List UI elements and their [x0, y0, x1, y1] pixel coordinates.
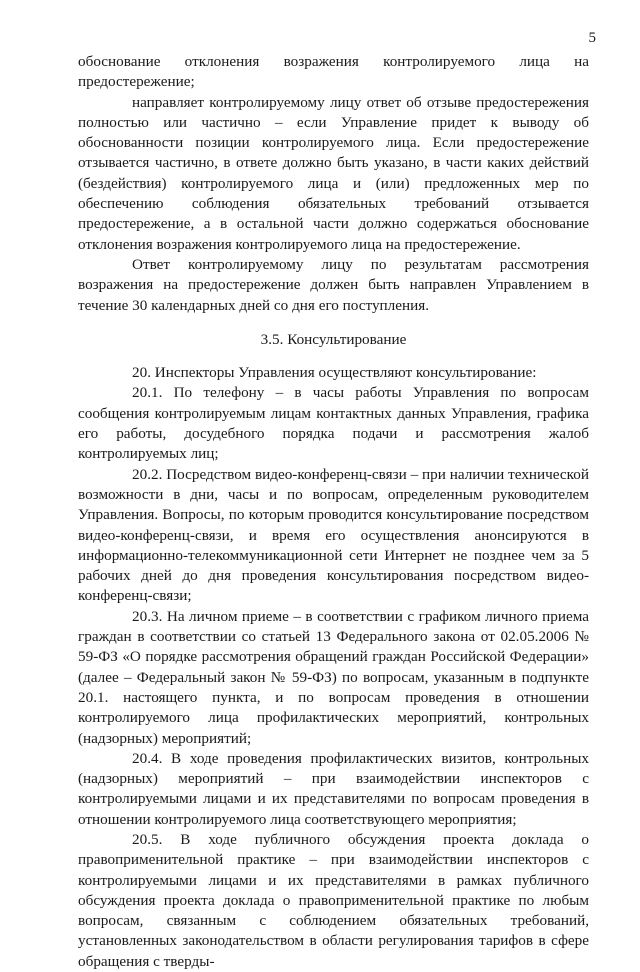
page-number: 5: [588, 30, 596, 46]
paragraph: 20.5. В ходе публичного обсуждения проекта доклада о правоприменительной практике – при взаимодействии инспекторов с контролируемыми лицами и их представителями в рамках публичного обсуждения проекта доклада о правоприменительной практике по любым вопросам, связанным с соблюдением обязательных требований, установленных законодательством в области регулирования тарифов в сфере обращения с тверды-: [78, 830, 589, 970]
document-body: [78, 52, 589, 972]
paragraph: 20.3. На личном приеме – в соответствии с графиком личного приема граждан в соответствии со статьей 13 Федерального закона от 02.05.2006 № 59-ФЗ «О порядке рассмотрения обращений граждан Российской Федерации» (далее – Федеральный закон № 59-ФЗ) по вопросам, указанным в подпункте 20.1. настоящего пункта, и по вопросам проведения в отношении контролируемого лица профилактических мероприятий, контрольных (надзорных) мероприятий;: [78, 607, 589, 747]
section-heading: 3.5. Консультирование: [260, 330, 407, 348]
paragraph: обоснование отклонения возражения контролируемого лица на предостережение;: [78, 53, 589, 91]
paragraph: 20.2. Посредством видео-конференц-связи – при наличии технической возможности в дни, часы и по вопросам, определенным руководителем Управления. Вопросы, по которым проводится консультирование посредством видео-конференц-связи, и время его осуществления анонсируются в информационно-телекоммуникационной сети Интернет не позднее чем за 5 рабочих дней до дня проведения консультирования посредством видео-конференц-связи;: [78, 465, 589, 605]
paragraph: Ответ контролируемому лицу по результатам рассмотрения возражения на предостережение должен быть направлен Управлением в течение 30 календарных дней со дня его поступления.: [78, 255, 589, 314]
paragraph: направляет контролируемому лицу ответ об отзыве предостережения полностью или частично – если Управление придет к выводу об обоснованности позиции контролируемого лица. Если предостережение отзывается частично, в ответе должно быть указано, в части каких действий (бездействия) контролируемого лица и (или) предложенных мер по обеспечению соблюдения обязательных требований отзывается предостережение, а в остальной части должно содержаться обоснование отклонения возражения контролируемого лица на предостережение.: [78, 93, 589, 253]
paragraph: 20.1. По телефону – в часы работы Управления по вопросам сообщения контролируемым лицам контактных данных Управления, графика его работы, досудебного порядка подачи и рассмотрения жалоб контролируемых лиц;: [78, 384, 589, 463]
paragraph: 20. Инспекторы Управления осуществляют консультирование:: [132, 364, 537, 382]
paragraph: 20.4. В ходе проведения профилактических визитов, контрольных (надзорных) мероприятий – при взаимодействии инспекторов с контролируемыми лицами и их представителями по вопросам проведения в отношении контролируемого лица соответствующего мероприятия;: [78, 749, 589, 828]
